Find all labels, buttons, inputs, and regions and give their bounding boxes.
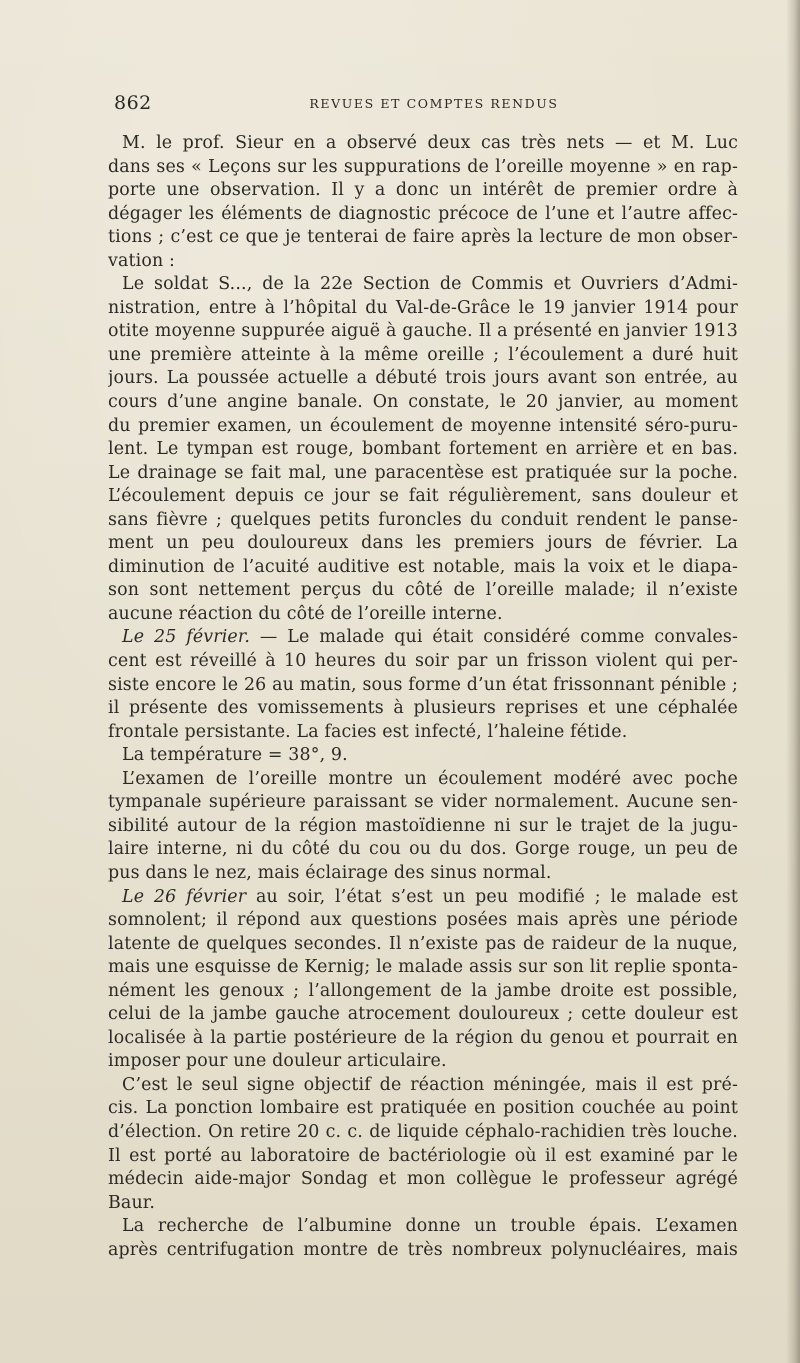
text-line bbox=[108, 838, 738, 862]
text-line bbox=[108, 367, 738, 391]
text-line bbox=[108, 1050, 738, 1074]
text-line bbox=[108, 744, 738, 768]
date-heading: Le 25 février. bbox=[122, 627, 251, 648]
text-line bbox=[108, 179, 738, 203]
text-line bbox=[108, 650, 738, 674]
text-line-content: pus dans le nez, mais éclairage des sinus normal. bbox=[108, 862, 552, 883]
text-line-content: C’est le seul signe objectif de réaction méningée, mais il est pré- bbox=[122, 1074, 738, 1095]
text-line-content: mais une esquisse de Kernig; le malade assis sur son lit replie sponta- bbox=[108, 957, 738, 978]
text-line-content: du premier examen, un écoulement de moyenne intensité séro-puru- bbox=[108, 415, 738, 436]
text-line-content: tions ; c’est ce que je tenterai de faire après la lecture de mon obser- bbox=[108, 227, 738, 248]
text-line-content: son sont nettement perçus du côté de l’oreille malade; il n’existe bbox=[108, 580, 738, 601]
text-line bbox=[108, 273, 738, 297]
text-line-content: otite moyenne suppurée aiguë à gauche. Il a présenté en janvier 1913 bbox=[108, 321, 738, 342]
text-line bbox=[108, 791, 738, 815]
text-line bbox=[108, 556, 738, 580]
text-line bbox=[108, 1192, 738, 1216]
text-line-content: La température = 38°, 9. bbox=[122, 745, 348, 766]
text-line bbox=[108, 815, 738, 839]
text-line-content: après centrifugation montre de très nombreux polynucléaires, mais bbox=[108, 1239, 738, 1260]
text-line bbox=[108, 250, 738, 274]
date-heading: Le 26 février bbox=[122, 886, 247, 907]
text-line bbox=[108, 697, 738, 721]
text-line bbox=[108, 603, 738, 627]
text-line-content: somnolent; il répond aux questions posées mais après une période bbox=[108, 910, 738, 931]
text-line bbox=[108, 462, 738, 486]
text-line-content: Baur. bbox=[108, 1192, 156, 1213]
running-title: REVUES ET COMPTES RENDUS bbox=[309, 96, 559, 111]
text-line-content: latente de quelques secondes. Il n’existe pas de raideur de la nuque, bbox=[108, 933, 738, 954]
text-line bbox=[108, 1027, 738, 1051]
page-header bbox=[100, 92, 740, 116]
text-line bbox=[108, 721, 738, 745]
text-line bbox=[108, 768, 738, 792]
text-line bbox=[108, 1168, 738, 1192]
text-line-content: Le drainage se fait mal, une paracentèse est pratiquée sur la poche. bbox=[108, 462, 738, 483]
text-line bbox=[108, 956, 738, 980]
text-line-content: nément les genoux ; l’allongement de la jambe droite est possible, bbox=[108, 980, 738, 1001]
text-line-content: dans ses « Leçons sur les suppurations de l’oreille moyenne » en rap- bbox=[108, 156, 738, 177]
text-line-content: cours d’une angine banale. On constate, le 20 janvier, au moment bbox=[108, 392, 738, 413]
text-line-content: cent est réveillé à 10 heures du soir par un frisson violent qui per- bbox=[108, 651, 738, 672]
text-line-content: L’examen de l’oreille montre un écoulement modéré avec poche bbox=[122, 768, 738, 789]
text-line-content: localisée à la partie postérieure de la région du genou et pourrait en bbox=[108, 1027, 738, 1048]
text-line bbox=[108, 297, 738, 321]
text-line-content: L’écoulement depuis ce jour se fait régulièrement, sans douleur et bbox=[108, 486, 738, 507]
text-line bbox=[108, 320, 738, 344]
text-line bbox=[108, 1003, 738, 1027]
text-line-content: diminution de l’acuité auditive est notable, mais la voix et le diapa- bbox=[108, 556, 738, 577]
text-line bbox=[108, 415, 738, 439]
text-line-content: au soir, l’état s’est un peu modifié ; le malade est bbox=[246, 886, 738, 907]
text-line-content: Le soldat S..., de la 22e Section de Commis et Ouvriers d’Admi- bbox=[122, 274, 738, 295]
text-line-content: La recherche de l’albumine donne un trouble épais. L’examen bbox=[122, 1216, 738, 1237]
text-line-content: siste encore le 26 au matin, sous forme d’un état frissonnant pénible ; bbox=[108, 674, 738, 695]
text-line bbox=[108, 1239, 738, 1263]
text-line-content: cis. La ponction lombaire est pratiquée en position couchée au point bbox=[108, 1098, 738, 1119]
text-line-content: il présente des vomissements à plusieurs reprises et une céphalée bbox=[108, 698, 738, 719]
text-line-content: aucune réaction du côté de l’oreille interne. bbox=[108, 603, 503, 624]
text-line-content: — Le malade qui était considéré comme convales- bbox=[250, 627, 738, 648]
text-line-content: tympanale supérieure paraissant se vider normalement. Aucune sen- bbox=[108, 792, 738, 813]
text-line bbox=[108, 1121, 738, 1145]
text-line-content: laire interne, ni du côté du cou ou du dos. Gorge rouge, un peu de bbox=[108, 839, 738, 860]
text-line bbox=[108, 1074, 738, 1098]
text-line-content: porte une observation. Il y a donc un intérêt de premier ordre à bbox=[108, 180, 738, 201]
text-line bbox=[108, 579, 738, 603]
text-line-content: d’élection. On retire 20 c. c. de liquide céphalo-rachidien très louche. bbox=[108, 1121, 738, 1142]
text-line bbox=[108, 391, 738, 415]
text-line bbox=[108, 509, 738, 533]
text-line bbox=[108, 532, 738, 556]
text-line-content: imposer pour une douleur articulaire. bbox=[108, 1051, 447, 1072]
text-line bbox=[108, 344, 738, 368]
text-line-content: Il est porté au laboratoire de bactériologie où il est examiné par le bbox=[108, 1145, 738, 1166]
text-line-content: nistration, entre à l’hôpital du Val-de-Grâce le 19 janvier 1914 pour bbox=[108, 297, 738, 318]
text-line bbox=[108, 438, 738, 462]
text-line bbox=[108, 933, 738, 957]
text-line bbox=[108, 156, 738, 180]
text-line-content: sibilité autour de la région mastoïdienne ni sur le trajet de la jugu- bbox=[108, 815, 738, 836]
text-line-content: jours. La poussée actuelle a débuté trois jours avant son entrée, au bbox=[108, 368, 738, 389]
text-line bbox=[108, 1215, 738, 1239]
text-line-content: vation : bbox=[108, 250, 176, 271]
text-line bbox=[108, 203, 738, 227]
body-text bbox=[108, 132, 738, 1262]
page-number: 862 bbox=[114, 92, 152, 114]
text-line bbox=[108, 132, 738, 156]
text-line-content: dégager les éléments de diagnostic précoce de l’une et l’autre affec- bbox=[108, 203, 738, 224]
text-line bbox=[108, 886, 738, 910]
text-line-content: ment un peu douloureux dans les premiers jours de février. La bbox=[108, 533, 738, 554]
text-line bbox=[108, 980, 738, 1004]
text-line-content: celui de la jambe gauche atrocement douloureux ; cette douleur est bbox=[108, 1004, 738, 1025]
text-line-content: lent. Le tympan est rouge, bombant fortement en arrière et en bas. bbox=[108, 439, 738, 460]
text-line-content: M. le prof. Sieur en a observé deux cas très nets — et M. Luc bbox=[122, 133, 738, 153]
text-line bbox=[108, 909, 738, 933]
text-line bbox=[108, 862, 738, 886]
text-line bbox=[108, 626, 738, 650]
text-line bbox=[108, 1097, 738, 1121]
text-line bbox=[108, 485, 738, 509]
text-line bbox=[108, 674, 738, 698]
text-line-content: médecin aide-major Sondag et mon collègue le professeur agrégé bbox=[108, 1169, 738, 1190]
text-line bbox=[108, 226, 738, 250]
text-line bbox=[108, 1145, 738, 1169]
text-line-content: sans fièvre ; quelques petits furoncles du conduit rendent le panse- bbox=[108, 509, 738, 530]
text-line-content: une première atteinte à la même oreille ; l’écoulement a duré huit bbox=[108, 344, 738, 365]
text-line-content: frontale persistante. La facies est infecté, l’haleine fétide. bbox=[108, 721, 628, 742]
binding-shadow bbox=[786, 0, 800, 1363]
